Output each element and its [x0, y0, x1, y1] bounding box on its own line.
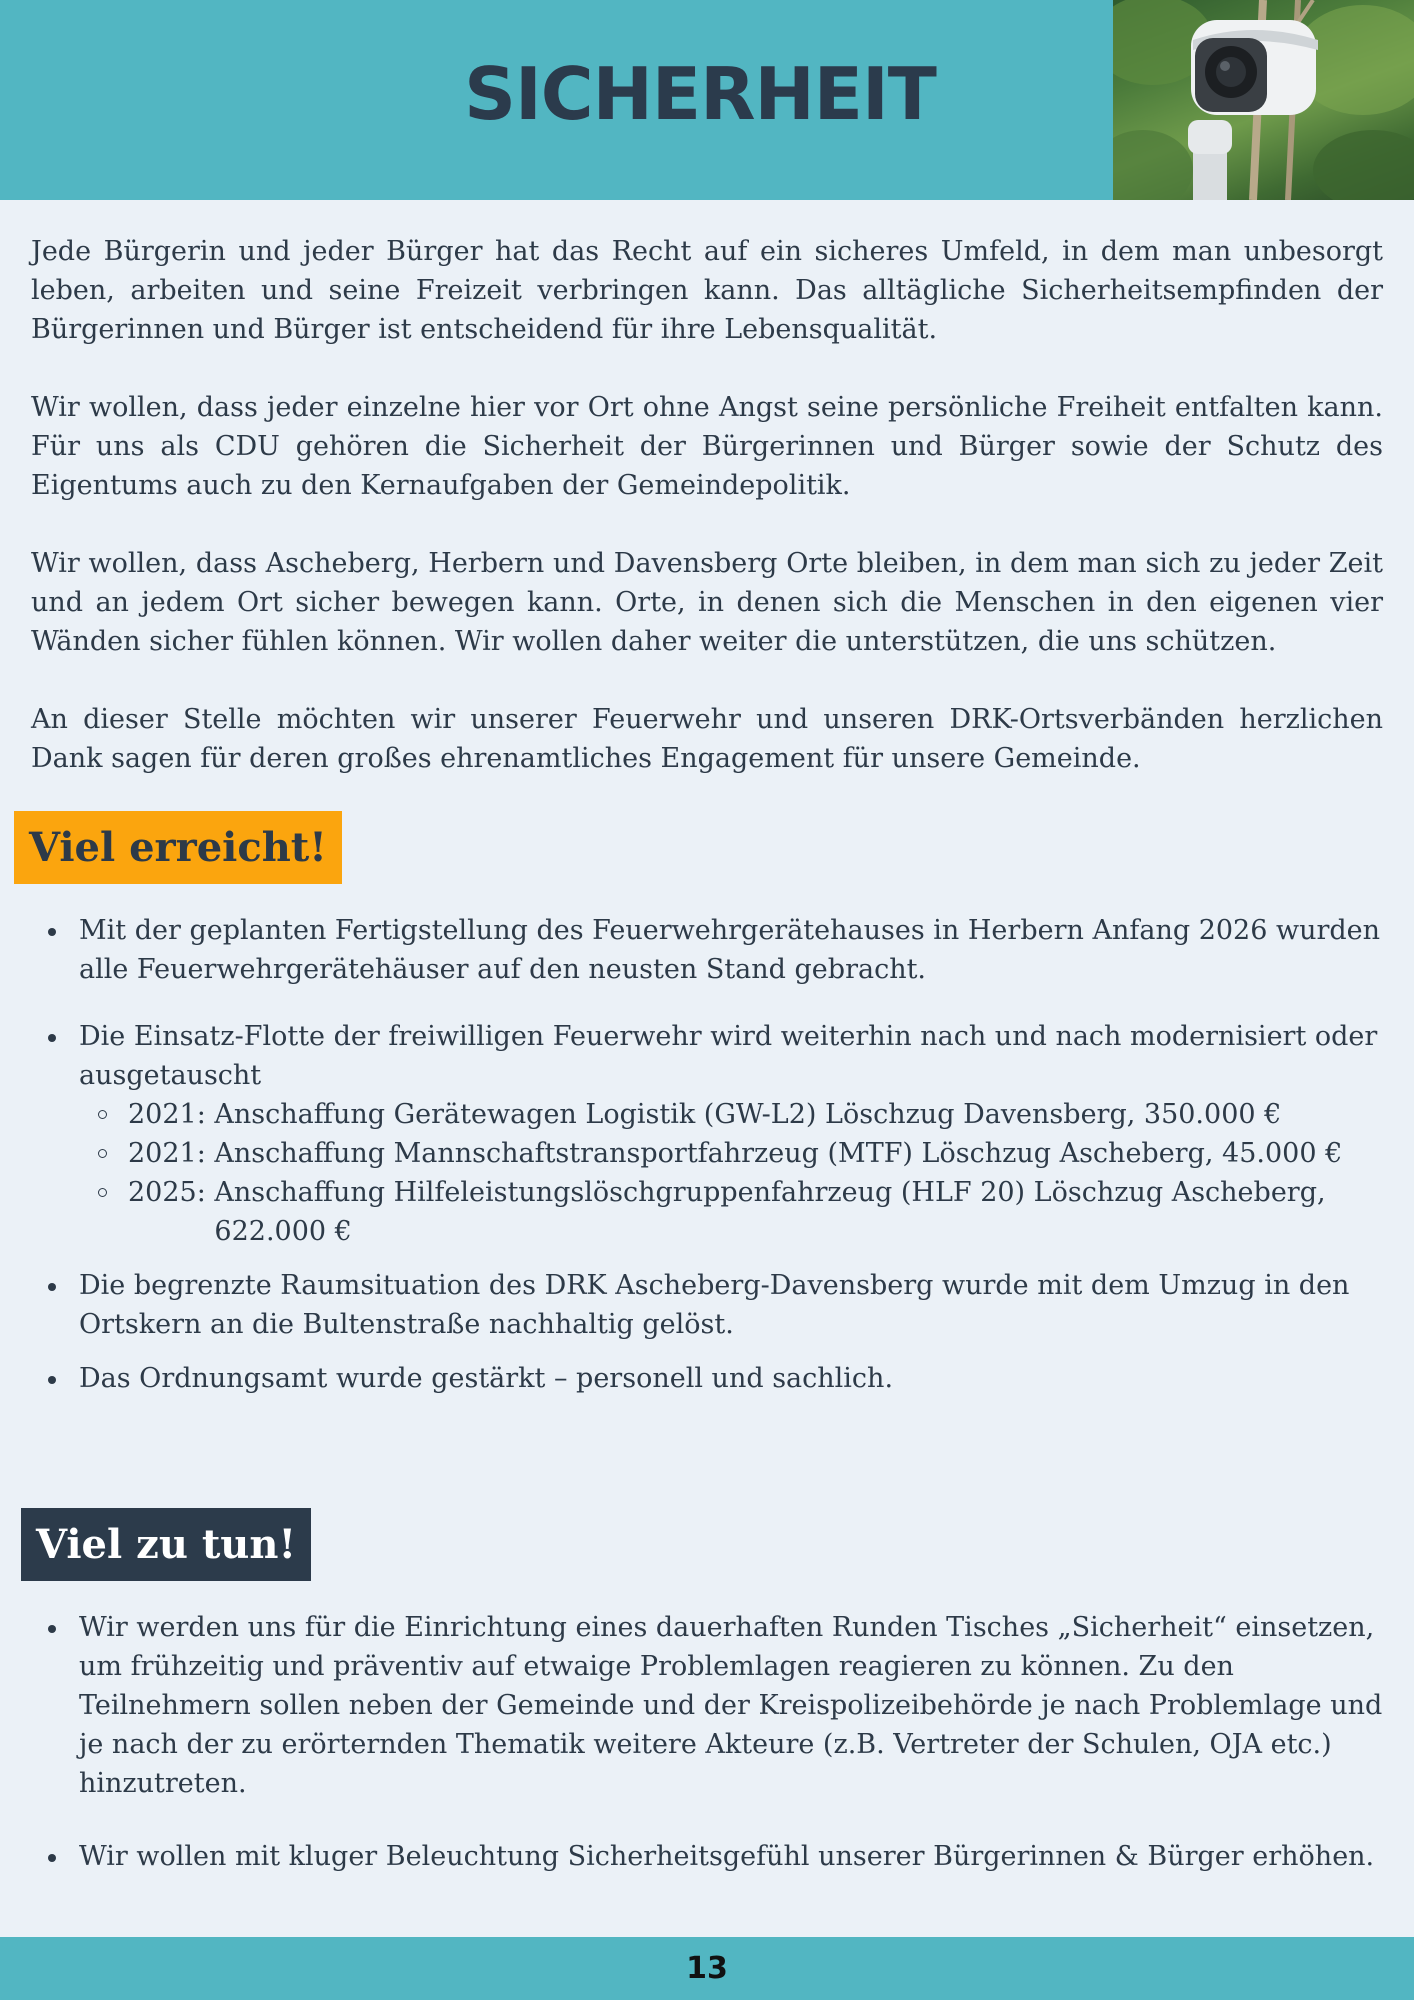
list-item: Mit der geplanten Fertigstellung des Feuerwehrgerätehauses in Herbern Anfang 2026 wurden alle Feuerwehrgerätehäuser auf den neusten Stand gebracht.	[79, 911, 1389, 989]
sublist-item	[128, 1173, 1389, 1251]
intro-paragraph: Wir wollen, dass jeder einzelne hier vor Ort ohne Angst seine persönliche Freiheit entfalten kann. Für uns als CDU gehören die Sicherheit der Bürgerinnen und Bürger sowie der Schutz des Eigentums auch zu den Kernaufgaben der Gemeindepolitik.	[31, 392, 1383, 501]
list-item: Wir wollen mit kluger Beleuchtung Sicherheitsgefühl unserer Bürgerinnen & Bürger erhöhen.	[79, 1837, 1389, 1876]
achieved-list	[79, 911, 1389, 1398]
list-item: Die begrenzte Raumsituation des DRK Ascheberg-Davensberg wurde mit dem Umzug in den Ortskern an die Bultenstraße nachhaltig gelöst.	[79, 1266, 1389, 1344]
surveillance-camera-photo	[1113, 0, 1414, 200]
todo-heading: Viel zu tun!	[21, 1508, 311, 1581]
page-footer	[0, 1937, 1414, 2000]
sublist-text: Anschaffung Gerätewagen Logistik (GW-L2) Löschzug Davensberg, 350.000 €	[214, 1099, 1282, 1130]
page-number: 13	[686, 1951, 728, 1986]
list-item: Das Ordnungsamt wurde gestärkt – personell und sachlich.	[79, 1359, 1389, 1398]
sublist-year: 2021:	[128, 1138, 215, 1169]
page-title: SICHERHEIT	[464, 52, 936, 136]
page-header	[0, 0, 1414, 200]
sublist-item	[128, 1095, 1389, 1134]
sublist-text: Anschaffung Hilfeleistungslöschgruppenfahrzeug (HLF 20) Löschzug Ascheberg, 622.000 €	[214, 1177, 1326, 1247]
sublist-year: 2025:	[128, 1177, 215, 1208]
intro-text	[31, 232, 1383, 778]
intro-paragraph: An dieser Stelle möchten wir unserer Feuerwehr und unseren DRK-Ortsverbänden herzlichen Dank sagen für deren großes ehrenamtliches Engagement für unsere Gemeinde.	[31, 704, 1383, 774]
sublist-item	[128, 1134, 1389, 1173]
list-item-text: Die Einsatz-Flotte der freiwilligen Feuerwehr wird weiterhin nach und nach modernisiert oder ausgetauscht	[79, 1021, 1378, 1091]
sublist-text: Anschaffung Mannschaftstransportfahrzeug (MTF) Löschzug Ascheberg, 45.000 €	[214, 1138, 1343, 1169]
intro-paragraph: Jede Bürgerin und jeder Bürger hat das Recht auf ein sicheres Umfeld, in dem man unbesorgt leben, arbeiten und seine Freizeit verbringen kann. Das alltägliche Sicherheitsempfinden der Bürgerinnen und Bürger ist entscheidend für ihre Lebensqualität.	[31, 236, 1383, 345]
list-item	[79, 1017, 1389, 1251]
list-item: Wir werden uns für die Einrichtung eines dauerhaften Runden Tisches „Sicherheit“ einsetzen, um frühzeitig und präventiv auf etwaige Problemlagen reagieren zu können. Zu den Teilnehmern sollen neben der Gemeinde und der Kreispolizeibehörde je nach Problemlage und je nach der zu erörternden Thematik weitere Akteure (z.B. Vertreter der Schulen, OJA etc.) hinzutreten.	[79, 1608, 1389, 1803]
sublist-year: 2021:	[128, 1099, 215, 1130]
achieved-heading: Viel erreicht!	[14, 811, 342, 884]
fleet-sublist	[79, 1095, 1389, 1251]
intro-paragraph: Wir wollen, dass Ascheberg, Herbern und Davensberg Orte bleiben, in dem man sich zu jeder Zeit und an jedem Ort sicher bewegen kann. Orte, in denen sich die Menschen in den eigenen vier Wänden sicher fühlen können. Wir wollen daher weiter die unterstützen, die uns schützen.	[31, 548, 1383, 657]
todo-list	[79, 1608, 1389, 1876]
